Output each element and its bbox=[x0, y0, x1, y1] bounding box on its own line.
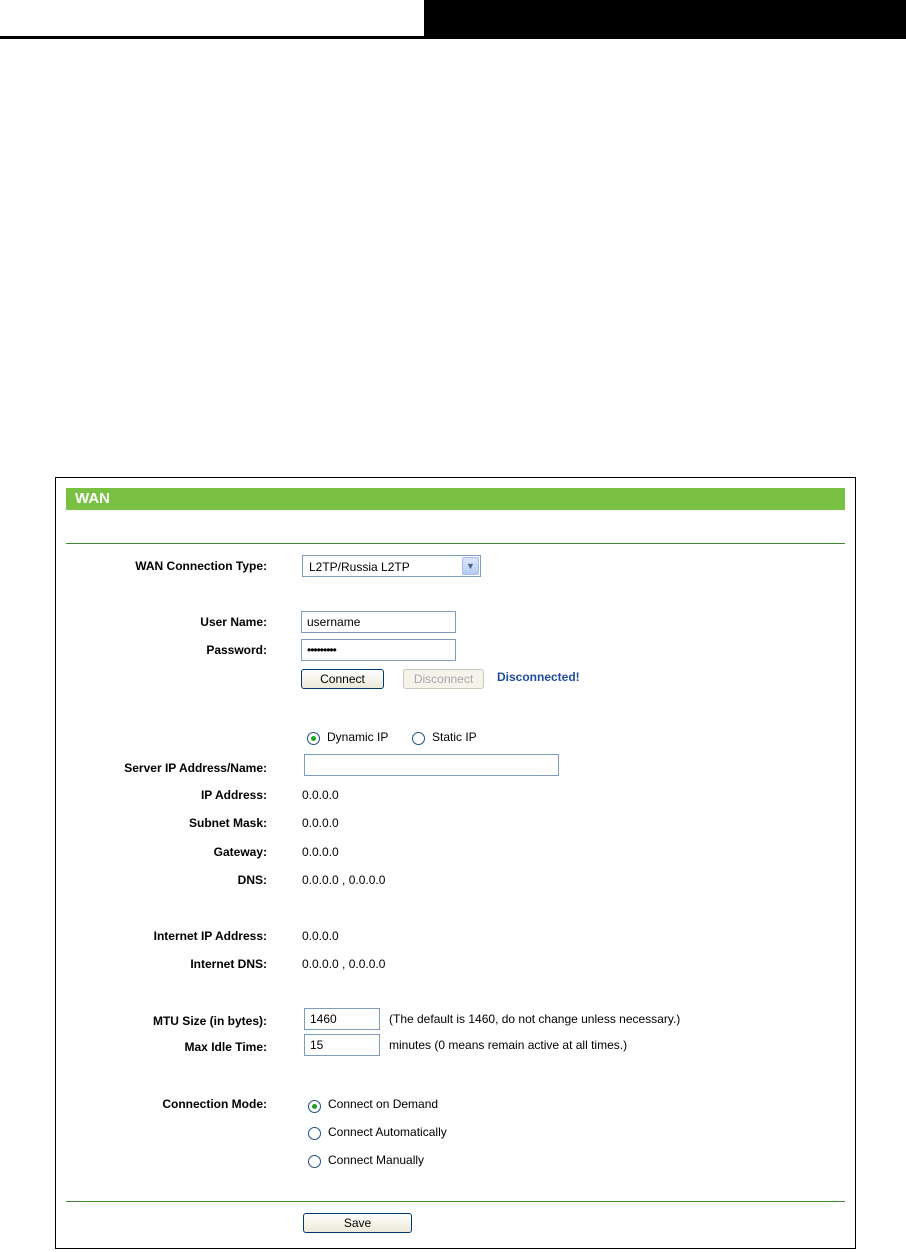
password-input[interactable]: ••••••••• bbox=[301, 639, 456, 661]
connect-manually-radio[interactable] bbox=[308, 1155, 321, 1168]
internet-dns-value: 0.0.0.0 , 0.0.0.0 bbox=[302, 957, 386, 971]
idle-hint: minutes (0 means remain active at all times.) bbox=[389, 1038, 628, 1052]
password-label: Password: bbox=[206, 643, 267, 657]
mtu-input[interactable]: 1460 bbox=[304, 1008, 380, 1030]
bottom-divider bbox=[66, 1201, 845, 1202]
save-button[interactable]: Save bbox=[303, 1213, 412, 1233]
wan-connection-type-label: WAN Connection Type: bbox=[135, 559, 267, 573]
dns-label: DNS: bbox=[237, 873, 267, 887]
connection-mode-label: Connection Mode: bbox=[162, 1097, 267, 1111]
server-input[interactable] bbox=[304, 754, 559, 776]
connect-button[interactable]: Connect bbox=[301, 669, 384, 689]
panel-title: WAN bbox=[66, 488, 845, 510]
gateway-value: 0.0.0.0 bbox=[302, 845, 339, 859]
connect-on-demand-radio[interactable] bbox=[308, 1100, 321, 1113]
ip-address-value: 0.0.0.0 bbox=[302, 788, 339, 802]
static-ip-label[interactable]: Static IP bbox=[432, 730, 477, 744]
document-header-block bbox=[424, 0, 906, 39]
idle-input[interactable]: 15 bbox=[304, 1034, 380, 1056]
server-label: Server IP Address/Name: bbox=[124, 761, 267, 775]
dns-value: 0.0.0.0 , 0.0.0.0 bbox=[302, 873, 386, 887]
internet-dns-label: Internet DNS: bbox=[190, 957, 267, 971]
mtu-label: MTU Size (in bytes): bbox=[152, 1014, 267, 1028]
disconnect-button[interactable]: Disconnect bbox=[403, 669, 484, 689]
wan-connection-type-value: L2TP/Russia L2TP bbox=[309, 560, 410, 574]
dynamic-ip-radio[interactable] bbox=[307, 732, 320, 745]
connection-status: Disconnected! bbox=[497, 670, 580, 684]
document-header-rule bbox=[0, 36, 424, 39]
subnet-mask-label: Subnet Mask: bbox=[188, 816, 267, 830]
top-divider bbox=[66, 543, 845, 544]
gateway-label: Gateway: bbox=[213, 845, 267, 859]
ip-address-label: IP Address: bbox=[200, 788, 267, 802]
internet-ip-value: 0.0.0.0 bbox=[302, 929, 339, 943]
connect-automatically-label[interactable]: Connect Automatically bbox=[328, 1125, 447, 1139]
dropdown-arrow[interactable] bbox=[462, 557, 479, 575]
internet-ip-label: Internet IP Address: bbox=[153, 929, 267, 943]
idle-label: Max Idle Time: bbox=[184, 1040, 267, 1054]
username-label: User Name: bbox=[200, 615, 267, 629]
wan-connection-type-select[interactable] bbox=[302, 555, 481, 577]
dynamic-ip-label[interactable]: Dynamic IP bbox=[327, 730, 389, 744]
connect-on-demand-label[interactable]: Connect on Demand bbox=[328, 1097, 439, 1111]
connect-automatically-radio[interactable] bbox=[308, 1127, 321, 1140]
mtu-hint: (The default is 1460, do not change unless necessary.) bbox=[389, 1012, 681, 1026]
static-ip-radio[interactable] bbox=[412, 732, 425, 745]
subnet-mask-value: 0.0.0.0 bbox=[302, 816, 339, 830]
username-input[interactable]: username bbox=[301, 611, 456, 633]
wan-settings-panel bbox=[55, 477, 856, 1249]
connect-manually-label[interactable]: Connect Manually bbox=[328, 1153, 425, 1167]
chevron-down-icon: ▼ bbox=[466, 561, 475, 571]
